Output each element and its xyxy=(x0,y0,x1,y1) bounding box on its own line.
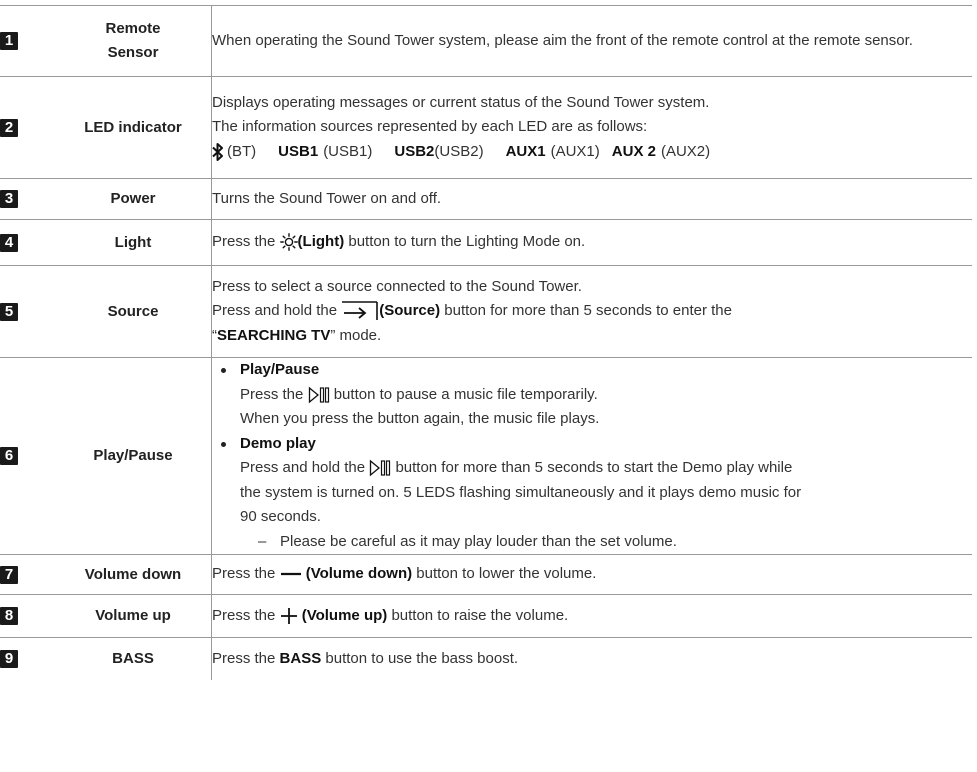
bullet-dot xyxy=(221,368,226,373)
table-row xyxy=(0,266,972,358)
led-usb2 xyxy=(394,140,483,165)
item-description: Press and hold the xyxy=(212,302,338,320)
item-description: Turns the Sound Tower on and off. xyxy=(212,189,442,207)
table-row xyxy=(0,77,972,179)
button-label: BASS xyxy=(279,649,322,667)
item-description: 90 seconds. xyxy=(240,508,321,525)
item-number-badge: 2 xyxy=(0,119,18,137)
bluetooth-icon xyxy=(212,143,224,161)
bullet-title: Play/Pause xyxy=(240,361,320,378)
item-description: When operating the Sound Tower system, please aim the front of the remote control at the remote sensor. xyxy=(212,31,913,49)
button-label: (Source) xyxy=(379,302,441,320)
item-name: Light xyxy=(114,233,152,251)
item-description: button to lower the volume. xyxy=(416,565,597,583)
item-number-badge: 6 xyxy=(0,447,18,465)
plus-icon xyxy=(280,607,298,625)
item-description: the system is turned on. 5 LEDS flashing simultaneously and it plays demo music for xyxy=(240,483,802,501)
item-number-badge: 5 xyxy=(0,303,18,321)
item-description: Press the xyxy=(212,233,276,251)
mode-name: SEARCHING TV xyxy=(217,326,331,344)
led-bt xyxy=(212,140,256,165)
led-legend xyxy=(212,140,972,165)
item-description: button to use the bass boost. xyxy=(325,649,519,667)
item-number-badge: 8 xyxy=(0,607,18,625)
item-description: button for more than 5 seconds to enter the xyxy=(444,302,732,320)
dash-mark: – xyxy=(258,532,267,550)
item-name: LED indicator xyxy=(84,118,182,136)
table-row xyxy=(0,179,972,220)
led-value: (AUX2) xyxy=(660,142,711,160)
sun-icon xyxy=(280,233,298,251)
bullet-dot xyxy=(221,442,226,447)
play-pause-icon xyxy=(369,459,391,477)
note-item xyxy=(212,530,972,555)
play-pause-icon xyxy=(308,386,330,404)
item-description: Press the xyxy=(212,606,276,624)
item-description: ” mode. xyxy=(330,326,382,344)
led-key: AUX 2 xyxy=(611,142,656,160)
item-number-badge: 9 xyxy=(0,650,18,668)
bullet-item xyxy=(212,358,972,383)
item-name: Play/Pause xyxy=(93,447,173,464)
button-label: (Volume up) xyxy=(301,606,388,624)
item-name: Remote Sensor xyxy=(105,20,161,61)
feature-table xyxy=(0,5,972,680)
led-value: (BT) xyxy=(227,142,257,160)
item-description: Press the xyxy=(212,565,276,583)
item-description: Press the xyxy=(212,649,276,667)
item-description: Displays operating messages or current status of the Sound Tower system. xyxy=(212,93,710,111)
item-name: Source xyxy=(107,302,159,320)
item-description: button for more than 5 seconds to start the Demo play while xyxy=(395,459,793,476)
item-description: The information sources represented by each LED are as follows: xyxy=(212,118,648,136)
item-name: Volume up xyxy=(95,607,171,624)
item-number-badge: 7 xyxy=(0,566,18,584)
led-value: (AUX1) xyxy=(550,142,600,160)
led-key: USB1 xyxy=(278,142,319,160)
item-number-badge: 4 xyxy=(0,234,18,252)
led-usb1 xyxy=(278,140,372,165)
table-row xyxy=(0,220,972,266)
table-row xyxy=(0,6,972,77)
item-description: button to raise the volume. xyxy=(391,606,569,624)
note-text: Please be careful as it may play louder than the set volume. xyxy=(280,532,677,550)
button-label: (Volume down) xyxy=(305,565,413,583)
led-value: (USB1) xyxy=(323,142,373,160)
item-description: button to pause a music file temporarily. xyxy=(333,385,598,403)
item-name: Power xyxy=(110,190,156,207)
item-description: Press to select a source connected to the Sound Tower. xyxy=(212,277,582,295)
led-value: (USB2) xyxy=(434,142,484,160)
item-description: When you press the button again, the music file plays. xyxy=(240,410,600,427)
minus-icon xyxy=(280,567,302,581)
table-row xyxy=(0,555,972,595)
source-arrow-icon xyxy=(341,301,379,321)
button-label: (Light) xyxy=(297,233,345,251)
table-row xyxy=(0,638,972,681)
quote-mark: “ xyxy=(212,326,217,344)
item-description: Press and hold the xyxy=(240,459,366,476)
led-aux1 xyxy=(506,140,600,165)
led-aux2 xyxy=(612,140,710,165)
item-description: Press the xyxy=(240,385,304,403)
bullet-item xyxy=(212,432,972,457)
led-key: USB2 xyxy=(394,142,435,160)
item-name: BASS xyxy=(112,650,154,667)
item-name: Volume down xyxy=(84,565,182,583)
bullet-title: Demo play xyxy=(240,434,316,452)
item-number-badge: 3 xyxy=(0,190,18,208)
table-row xyxy=(0,358,972,555)
item-description: button to turn the Lighting Mode on. xyxy=(348,233,586,251)
table-row xyxy=(0,595,972,638)
item-number-badge: 1 xyxy=(0,32,18,50)
led-key: AUX1 xyxy=(505,142,546,160)
